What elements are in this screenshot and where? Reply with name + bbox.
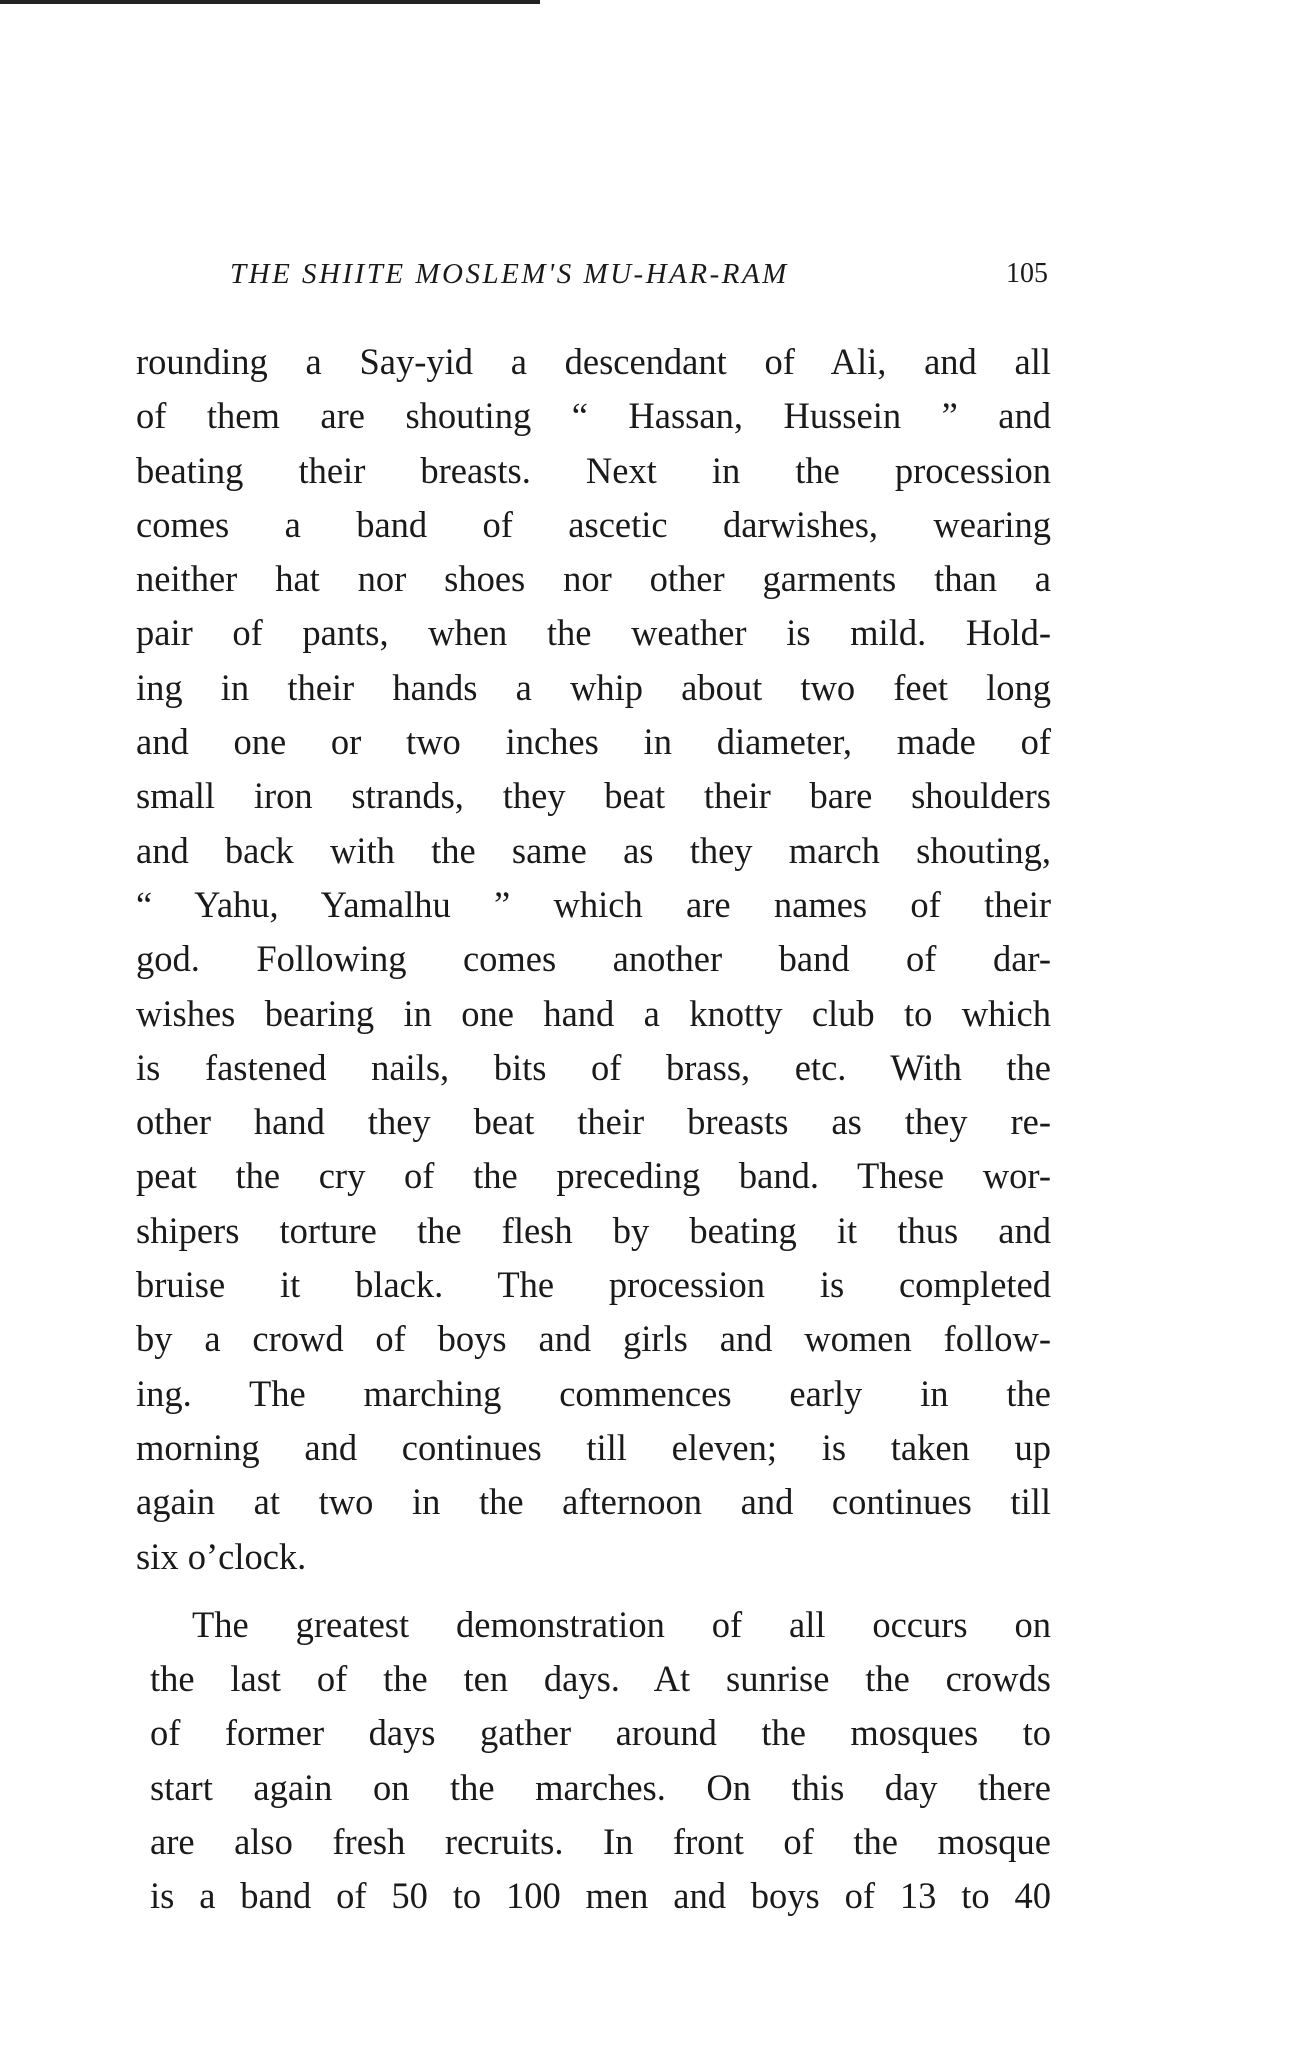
text-line: god. Following comes another band of dar- [136,938,1051,980]
text-line: start again on the marches. On this day there [150,1766,1051,1808]
text-line: other hand they beat their breasts as they re- [136,1101,1051,1143]
text-line: of former days gather around the mosques to [150,1712,1051,1754]
text-line: are also fresh recruits. In front of the mosque [150,1821,1051,1863]
text-line: beating their breasts. Next in the procession [136,449,1051,491]
text-line: peat the cry of the preceding band. These wor- [136,1155,1051,1197]
body-text [136,335,1051,1924]
top-edge-rule [0,0,540,4]
text-line: again at two in the afternoon and continues till [136,1481,1051,1523]
running-head [230,258,1048,298]
paragraph-2 [136,1598,1051,1924]
text-line: of them are shouting “ Hassan, Hussein ” and [136,395,1051,437]
text-line: is fastened nails, bits of brass, etc. With the [136,1046,1051,1088]
text-line: neither hat nor shoes nor other garments than a [136,558,1051,600]
text-line: rounding a Say-yid a descendant of Ali, and all [136,341,1051,382]
text-line: small iron strands, they beat their bare shoulders [136,775,1051,817]
text-line: is a band of 50 to 100 men and boys of 13 to 40 [150,1875,1051,1917]
text-line: and one or two inches in diameter, made of [136,721,1051,763]
text-line: wishes bearing in one hand a knotty club to which [136,992,1051,1034]
text-line: “ Yahu, Yamalhu ” which are names of their [136,883,1051,925]
text-line: ing in their hands a whip about two feet long [136,666,1051,708]
text-line: bruise it black. The procession is completed [136,1264,1051,1306]
running-head-title: THE SHIITE MOSLEM'S MU-HAR-RAM [230,258,789,290]
paragraph-1 [136,335,1051,1584]
text-line: and back with the same as they march shouting, [136,829,1051,871]
text-line: comes a band of ascetic darwishes, wearing [136,503,1051,545]
text-line: the last of the ten days. At sunrise the crowds [150,1658,1051,1700]
text-line: ing. The marching commences early in the [136,1372,1051,1414]
text-line: shipers torture the flesh by beating it thus and [136,1209,1051,1251]
text-line: six o’clock. [136,1535,307,1577]
paragraph-gap [136,1584,1051,1598]
text-line: pair of pants, when the weather is mild. Hold- [136,612,1051,654]
text-line: by a crowd of boys and girls and women follow- [136,1318,1051,1360]
text-line: The greatest demonstration of all occurs on [192,1603,1051,1645]
text-line: morning and continues till eleven; is taken up [136,1426,1051,1468]
page-number: 105 [1006,258,1048,289]
